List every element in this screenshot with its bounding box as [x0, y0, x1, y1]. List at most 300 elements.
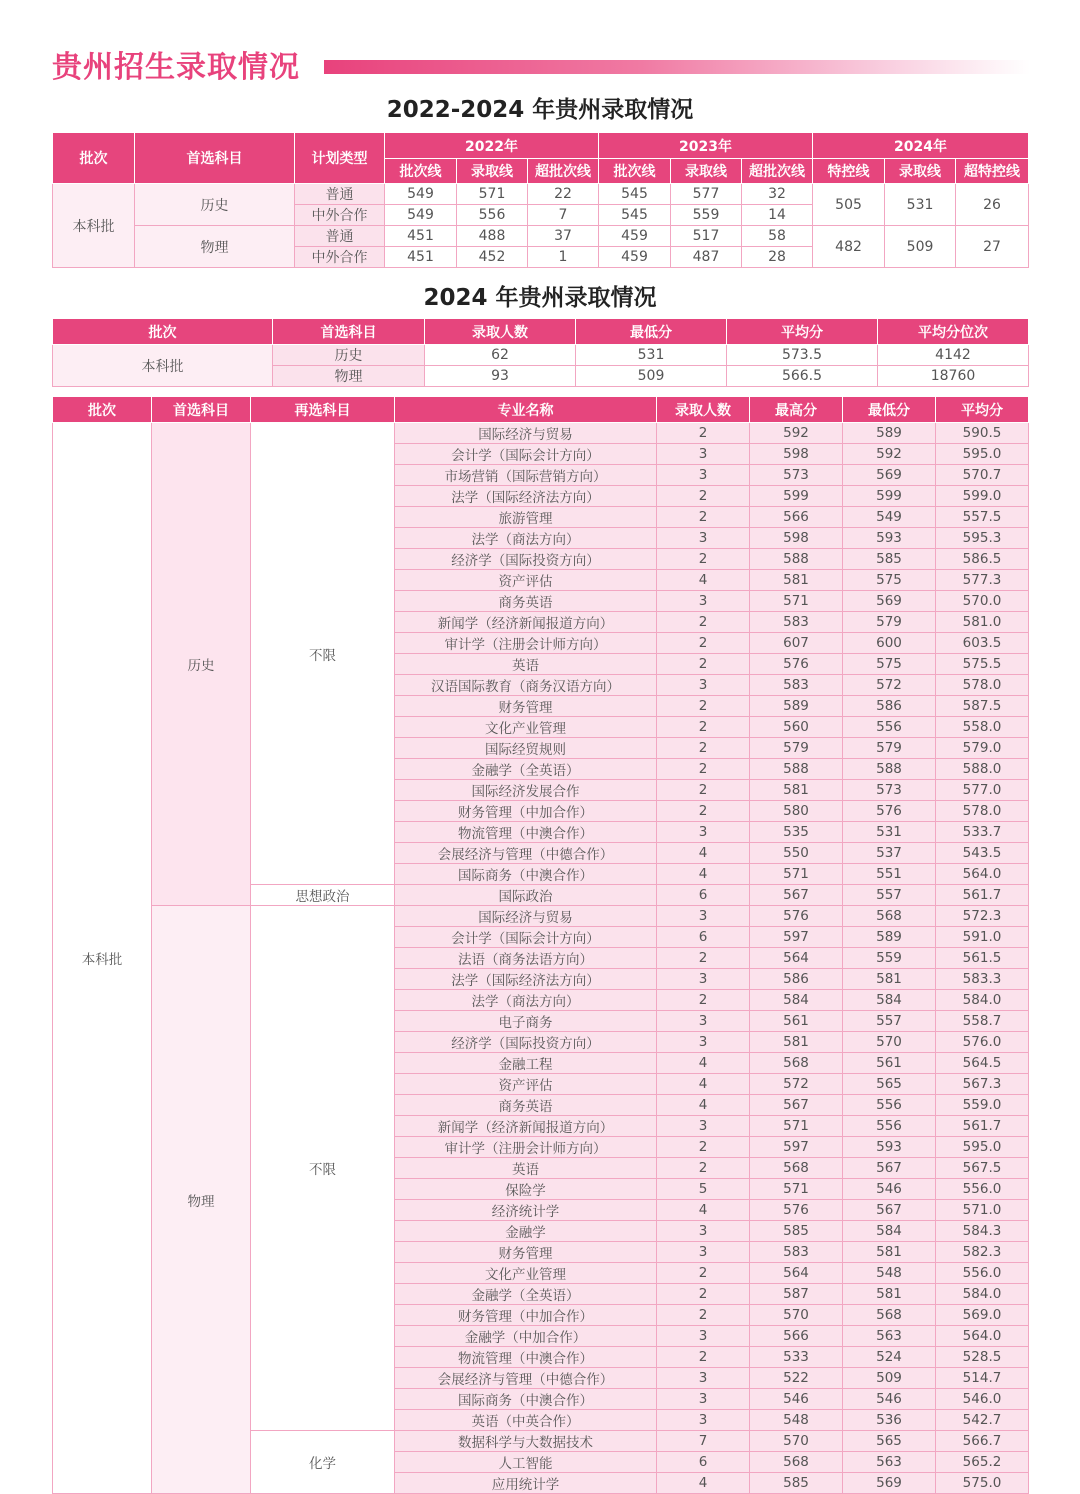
- max-score-cell: 584: [750, 990, 843, 1011]
- avg-score-cell: 561.7: [936, 1116, 1029, 1137]
- header-min-score: 最低分: [843, 397, 936, 423]
- avg-score-cell: 565.2: [936, 1452, 1029, 1473]
- count-cell: 3: [657, 1032, 750, 1053]
- min-score-cell: 556: [843, 1095, 936, 1116]
- value-cell: 452: [457, 247, 528, 268]
- count-cell: 2: [657, 612, 750, 633]
- major-name-cell: 财务管理: [395, 1242, 657, 1263]
- subject-cell: 历史: [152, 423, 251, 906]
- subject-cell: 历史: [135, 184, 295, 226]
- header-admit-line: 录取线: [885, 159, 956, 184]
- title-decoration-bar: [324, 60, 1030, 74]
- max-score-cell: 598: [750, 444, 843, 465]
- count-cell: 2: [657, 1305, 750, 1326]
- header-batch: 批次: [53, 133, 135, 184]
- count-cell: 4: [657, 1200, 750, 1221]
- count-cell: 3: [657, 528, 750, 549]
- avg-score-cell: 571.0: [936, 1200, 1029, 1221]
- major-name-cell: 会计学（国际会计方向）: [395, 927, 657, 948]
- max-score-cell: 546: [750, 1389, 843, 1410]
- major-name-cell: 会计学（国际会计方向）: [395, 444, 657, 465]
- elective-cell: 不限: [251, 423, 395, 885]
- avg-score-cell: 557.5: [936, 507, 1029, 528]
- max-score-cell: 573: [750, 465, 843, 486]
- major-name-cell: 英语: [395, 1158, 657, 1179]
- avg-score-cell: 559.0: [936, 1095, 1029, 1116]
- count-cell: 2: [657, 423, 750, 444]
- major-name-cell: 法语（商务法语方向）: [395, 948, 657, 969]
- count-cell: 2: [657, 801, 750, 822]
- avg-score-cell: 583.3: [936, 969, 1029, 990]
- value-cell: 556: [457, 205, 528, 226]
- major-name-cell: 会展经济与管理（中德合作）: [395, 843, 657, 864]
- max-score-cell: 568: [750, 1452, 843, 1473]
- avg-score-cell: 514.7: [936, 1368, 1029, 1389]
- major-name-cell: 经济学（国际投资方向）: [395, 1032, 657, 1053]
- avg-score-cell: 575.5: [936, 654, 1029, 675]
- avg-score-cell: 543.5: [936, 843, 1029, 864]
- count-cell: 3: [657, 1242, 750, 1263]
- min-score-cell: 556: [843, 717, 936, 738]
- min-score-cell: 576: [843, 801, 936, 822]
- major-name-cell: 资产评估: [395, 1074, 657, 1095]
- value-cell: 451: [385, 226, 457, 247]
- major-name-cell: 金融学（全英语）: [395, 1284, 657, 1305]
- header-year-2024: 2024年: [813, 133, 1029, 159]
- count-cell: 2: [657, 738, 750, 759]
- avg-score-cell: 584.3: [936, 1221, 1029, 1242]
- value-cell: 37: [528, 226, 599, 247]
- min-score-cell: 556: [843, 1116, 936, 1137]
- value-cell: 566.5: [727, 366, 878, 387]
- value-cell: 517: [671, 226, 742, 247]
- batch-cell: 本科批: [53, 423, 152, 1494]
- count-cell: 5: [657, 1179, 750, 1200]
- major-name-cell: 国际商务（中澳合作）: [395, 1389, 657, 1410]
- subject-cell: 历史: [273, 345, 425, 366]
- min-score-cell: 559: [843, 948, 936, 969]
- major-name-cell: 金融学（全英语）: [395, 759, 657, 780]
- major-name-cell: 新闻学（经济新闻报道方向）: [395, 612, 657, 633]
- min-score-cell: 569: [843, 591, 936, 612]
- value-cell: 549: [385, 184, 457, 205]
- header-batch-line: 批次线: [599, 159, 671, 184]
- count-cell: 4: [657, 864, 750, 885]
- min-score-cell: 575: [843, 654, 936, 675]
- header-major-name: 专业名称: [395, 397, 657, 423]
- count-cell: 3: [657, 465, 750, 486]
- max-score-cell: 571: [750, 864, 843, 885]
- avg-score-cell: 576.0: [936, 1032, 1029, 1053]
- max-score-cell: 592: [750, 423, 843, 444]
- header-batch: 批次: [53, 319, 273, 345]
- max-score-cell: 567: [750, 1095, 843, 1116]
- min-score-cell: 557: [843, 1011, 936, 1032]
- max-score-cell: 568: [750, 1053, 843, 1074]
- plan-type-cell: 普通: [295, 184, 385, 205]
- max-score-cell: 533: [750, 1347, 843, 1368]
- min-score-cell: 584: [843, 990, 936, 1011]
- count-cell: 2: [657, 507, 750, 528]
- major-name-cell: 英语（中英合作）: [395, 1410, 657, 1431]
- header-count: 录取人数: [657, 397, 750, 423]
- count-cell: 7: [657, 1431, 750, 1452]
- value-cell: 549: [385, 205, 457, 226]
- max-score-cell: 607: [750, 633, 843, 654]
- table-row: [53, 226, 1029, 247]
- min-score-cell: 509: [843, 1368, 936, 1389]
- plan-type-cell: 中外合作: [295, 205, 385, 226]
- count-cell: 3: [657, 1011, 750, 1032]
- major-name-cell: 电子商务: [395, 1011, 657, 1032]
- header-elective: 再选科目: [251, 397, 395, 423]
- min-score-cell: 593: [843, 1137, 936, 1158]
- min-score-cell: 557: [843, 885, 936, 906]
- min-score-cell: 567: [843, 1158, 936, 1179]
- min-score-cell: 581: [843, 969, 936, 990]
- avg-score-cell: 556.0: [936, 1179, 1029, 1200]
- max-score-cell: 564: [750, 948, 843, 969]
- max-score-cell: 597: [750, 927, 843, 948]
- max-score-cell: 566: [750, 1326, 843, 1347]
- avg-score-cell: 558.0: [936, 717, 1029, 738]
- avg-score-cell: 577.3: [936, 570, 1029, 591]
- avg-score-cell: 570.7: [936, 465, 1029, 486]
- min-score-cell: 600: [843, 633, 936, 654]
- min-score-cell: 568: [843, 1305, 936, 1326]
- major-name-cell: 国际政治: [395, 885, 657, 906]
- header-subject: 首选科目: [152, 397, 251, 423]
- max-score-cell: 576: [750, 654, 843, 675]
- max-score-cell: 571: [750, 591, 843, 612]
- value-cell: 509: [885, 226, 956, 268]
- major-name-cell: 经济统计学: [395, 1200, 657, 1221]
- max-score-cell: 588: [750, 549, 843, 570]
- count-cell: 2: [657, 486, 750, 507]
- value-cell: 531: [576, 345, 727, 366]
- major-name-cell: 物流管理（中澳合作）: [395, 1347, 657, 1368]
- elective-cell: 化学: [251, 1431, 395, 1494]
- max-score-cell: 589: [750, 696, 843, 717]
- header-batch: 批次: [53, 397, 152, 423]
- min-score-cell: 589: [843, 927, 936, 948]
- avg-score-cell: 575.0: [936, 1473, 1029, 1494]
- value-cell: 545: [599, 205, 671, 226]
- major-name-cell: 数据科学与大数据技术: [395, 1431, 657, 1452]
- avg-score-cell: 584.0: [936, 1284, 1029, 1305]
- min-score-cell: 537: [843, 843, 936, 864]
- max-score-cell: 587: [750, 1284, 843, 1305]
- max-score-cell: 560: [750, 717, 843, 738]
- max-score-cell: 576: [750, 1200, 843, 1221]
- avg-score-cell: 567.5: [936, 1158, 1029, 1179]
- count-cell: 3: [657, 822, 750, 843]
- min-score-cell: 588: [843, 759, 936, 780]
- value-cell: 14: [742, 205, 813, 226]
- major-name-cell: 人工智能: [395, 1452, 657, 1473]
- min-score-cell: 572: [843, 675, 936, 696]
- value-cell: 451: [385, 247, 457, 268]
- min-score-cell: 579: [843, 612, 936, 633]
- subject-cell: 物理: [135, 226, 295, 268]
- count-cell: 2: [657, 654, 750, 675]
- count-cell: 2: [657, 717, 750, 738]
- header-subject: 首选科目: [273, 319, 425, 345]
- max-score-cell: 570: [750, 1305, 843, 1326]
- major-name-cell: 国际经济发展合作: [395, 780, 657, 801]
- avg-score-cell: 556.0: [936, 1263, 1029, 1284]
- major-name-cell: 旅游管理: [395, 507, 657, 528]
- value-cell: 559: [671, 205, 742, 226]
- count-cell: 4: [657, 843, 750, 864]
- major-name-cell: 财务管理（中加合作）: [395, 1305, 657, 1326]
- value-cell: 7: [528, 205, 599, 226]
- min-score-cell: 569: [843, 465, 936, 486]
- max-score-cell: 535: [750, 822, 843, 843]
- major-name-cell: 英语: [395, 654, 657, 675]
- major-name-cell: 金融工程: [395, 1053, 657, 1074]
- avg-score-cell: 595.0: [936, 444, 1029, 465]
- batch-cell: 本科批: [53, 184, 135, 268]
- max-score-cell: 586: [750, 969, 843, 990]
- header-over-batch: 超批次线: [528, 159, 599, 184]
- min-score-cell: 549: [843, 507, 936, 528]
- header-avg-score: 平均分: [936, 397, 1029, 423]
- count-cell: 3: [657, 906, 750, 927]
- min-score-cell: 561: [843, 1053, 936, 1074]
- header-admit-line: 录取线: [457, 159, 528, 184]
- value-cell: 1: [528, 247, 599, 268]
- max-score-cell: 581: [750, 780, 843, 801]
- value-cell: 488: [457, 226, 528, 247]
- max-score-cell: 585: [750, 1221, 843, 1242]
- max-score-cell: 571: [750, 1116, 843, 1137]
- avg-score-cell: 528.5: [936, 1347, 1029, 1368]
- avg-score-cell: 546.0: [936, 1389, 1029, 1410]
- count-cell: 2: [657, 948, 750, 969]
- count-cell: 3: [657, 675, 750, 696]
- min-score-cell: 569: [843, 1473, 936, 1494]
- major-name-cell: 市场营销（国际营销方向）: [395, 465, 657, 486]
- count-cell: 3: [657, 1389, 750, 1410]
- value-cell: 4142: [878, 345, 1029, 366]
- max-score-cell: 583: [750, 675, 843, 696]
- max-score-cell: 568: [750, 1158, 843, 1179]
- avg-score-cell: 561.7: [936, 885, 1029, 906]
- major-name-cell: 文化产业管理: [395, 1263, 657, 1284]
- avg-score-cell: 582.3: [936, 1242, 1029, 1263]
- header-avg-score: 平均分: [727, 319, 878, 345]
- value-cell: 571: [457, 184, 528, 205]
- value-cell: 577: [671, 184, 742, 205]
- count-cell: 3: [657, 969, 750, 990]
- max-score-cell: 564: [750, 1263, 843, 1284]
- avg-score-cell: 587.5: [936, 696, 1029, 717]
- subject-cell: 物理: [152, 906, 251, 1494]
- major-name-cell: 商务英语: [395, 591, 657, 612]
- count-cell: 6: [657, 1452, 750, 1473]
- max-score-cell: 597: [750, 1137, 843, 1158]
- count-cell: 6: [657, 885, 750, 906]
- value-cell: 18760: [878, 366, 1029, 387]
- max-score-cell: 566: [750, 507, 843, 528]
- plan-type-cell: 普通: [295, 226, 385, 247]
- min-score-cell: 581: [843, 1284, 936, 1305]
- major-name-cell: 法学（国际经济法方向）: [395, 486, 657, 507]
- header-batch-line: 批次线: [385, 159, 457, 184]
- avg-score-cell: 595.3: [936, 528, 1029, 549]
- max-score-cell: 581: [750, 1032, 843, 1053]
- min-score-cell: 563: [843, 1452, 936, 1473]
- min-score-cell: 565: [843, 1074, 936, 1095]
- value-cell: 32: [742, 184, 813, 205]
- avg-score-cell: 567.3: [936, 1074, 1029, 1095]
- subject-cell: 物理: [273, 366, 425, 387]
- avg-score-cell: 577.0: [936, 780, 1029, 801]
- max-score-cell: 579: [750, 738, 843, 759]
- min-score-cell: 581: [843, 1242, 936, 1263]
- major-name-cell: 新闻学（经济新闻报道方向）: [395, 1116, 657, 1137]
- max-score-cell: 570: [750, 1431, 843, 1452]
- avg-score-cell: 578.0: [936, 801, 1029, 822]
- count-cell: 4: [657, 1473, 750, 1494]
- min-score-cell: 531: [843, 822, 936, 843]
- major-name-cell: 保险学: [395, 1179, 657, 1200]
- header-avg-rank: 平均分位次: [878, 319, 1029, 345]
- value-cell: 505: [813, 184, 885, 226]
- avg-score-cell: 590.5: [936, 423, 1029, 444]
- max-score-cell: 567: [750, 885, 843, 906]
- min-score-cell: 586: [843, 696, 936, 717]
- page-header: [52, 48, 1032, 90]
- elective-cell: 不限: [251, 906, 395, 1431]
- major-name-cell: 文化产业管理: [395, 717, 657, 738]
- major-name-cell: 国际商务（中澳合作）: [395, 864, 657, 885]
- major-name-cell: 应用统计学: [395, 1473, 657, 1494]
- count-cell: 4: [657, 1053, 750, 1074]
- avg-score-cell: 564.0: [936, 864, 1029, 885]
- value-cell: 482: [813, 226, 885, 268]
- table-row: [53, 906, 1029, 927]
- count-cell: 4: [657, 1095, 750, 1116]
- value-cell: 459: [599, 226, 671, 247]
- count-cell: 3: [657, 1368, 750, 1389]
- max-score-cell: 588: [750, 759, 843, 780]
- table-row: [53, 184, 1029, 205]
- value-cell: 509: [576, 366, 727, 387]
- header-over-special: 超特控线: [956, 159, 1029, 184]
- value-cell: 62: [425, 345, 576, 366]
- value-cell: 28: [742, 247, 813, 268]
- count-cell: 6: [657, 927, 750, 948]
- count-cell: 3: [657, 1410, 750, 1431]
- count-cell: 2: [657, 633, 750, 654]
- min-score-cell: 584: [843, 1221, 936, 1242]
- avg-score-cell: 579.0: [936, 738, 1029, 759]
- major-name-cell: 汉语国际教育（商务汉语方向）: [395, 675, 657, 696]
- count-cell: 2: [657, 696, 750, 717]
- count-cell: 2: [657, 1137, 750, 1158]
- header-admit-line: 录取线: [671, 159, 742, 184]
- min-score-cell: 575: [843, 570, 936, 591]
- count-cell: 2: [657, 759, 750, 780]
- max-score-cell: 561: [750, 1011, 843, 1032]
- major-name-cell: 法学（商法方向）: [395, 990, 657, 1011]
- major-name-cell: 物流管理（中澳合作）: [395, 822, 657, 843]
- min-score-cell: 589: [843, 423, 936, 444]
- header-year-2023: 2023年: [599, 133, 813, 159]
- count-cell: 3: [657, 444, 750, 465]
- header-plan-type: 计划类型: [295, 133, 385, 184]
- avg-score-cell: 588.0: [936, 759, 1029, 780]
- elective-cell: 思想政治: [251, 885, 395, 906]
- value-cell: 459: [599, 247, 671, 268]
- major-name-cell: 经济学（国际投资方向）: [395, 549, 657, 570]
- value-cell: 545: [599, 184, 671, 205]
- avg-score-cell: 566.7: [936, 1431, 1029, 1452]
- value-cell: 27: [956, 226, 1029, 268]
- major-name-cell: 国际经济与贸易: [395, 423, 657, 444]
- page-title: 贵州招生录取情况: [52, 50, 300, 85]
- max-score-cell: 581: [750, 570, 843, 591]
- max-score-cell: 572: [750, 1074, 843, 1095]
- avg-score-cell: 561.5: [936, 948, 1029, 969]
- avg-score-cell: 533.7: [936, 822, 1029, 843]
- history-table-title: 2022-2024 年贵州录取情况: [386, 97, 694, 123]
- min-score-cell: 565: [843, 1431, 936, 1452]
- header-subject: 首选科目: [135, 133, 295, 184]
- avg-score-cell: 595.0: [936, 1137, 1029, 1158]
- majors-2024-table: [52, 396, 1029, 1494]
- min-score-cell: 546: [843, 1389, 936, 1410]
- min-score-cell: 536: [843, 1410, 936, 1431]
- summary-2024-table: [52, 318, 1029, 387]
- count-cell: 2: [657, 1263, 750, 1284]
- count-cell: 2: [657, 1347, 750, 1368]
- summary-table-title: 2024 年贵州录取情况: [423, 285, 657, 311]
- value-cell: 26: [956, 184, 1029, 226]
- major-name-cell: 财务管理（中加合作）: [395, 801, 657, 822]
- avg-score-cell: 603.5: [936, 633, 1029, 654]
- major-name-cell: 金融学（中加合作）: [395, 1326, 657, 1347]
- max-score-cell: 522: [750, 1368, 843, 1389]
- value-cell: 573.5: [727, 345, 878, 366]
- count-cell: 2: [657, 1284, 750, 1305]
- count-cell: 2: [657, 780, 750, 801]
- max-score-cell: 583: [750, 612, 843, 633]
- max-score-cell: 598: [750, 528, 843, 549]
- min-score-cell: 570: [843, 1032, 936, 1053]
- avg-score-cell: 570.0: [936, 591, 1029, 612]
- table-row: [53, 423, 1029, 444]
- avg-score-cell: 569.0: [936, 1305, 1029, 1326]
- min-score-cell: 592: [843, 444, 936, 465]
- plan-type-cell: 中外合作: [295, 247, 385, 268]
- avg-score-cell: 599.0: [936, 486, 1029, 507]
- header-min-score: 最低分: [576, 319, 727, 345]
- major-name-cell: 财务管理: [395, 696, 657, 717]
- max-score-cell: 585: [750, 1473, 843, 1494]
- major-name-cell: 金融学: [395, 1221, 657, 1242]
- value-cell: 93: [425, 366, 576, 387]
- value-cell: 487: [671, 247, 742, 268]
- max-score-cell: 599: [750, 486, 843, 507]
- max-score-cell: 548: [750, 1410, 843, 1431]
- majors-table-body: [53, 423, 1029, 1494]
- count-cell: 2: [657, 549, 750, 570]
- history-admission-table: [52, 132, 1029, 268]
- max-score-cell: 580: [750, 801, 843, 822]
